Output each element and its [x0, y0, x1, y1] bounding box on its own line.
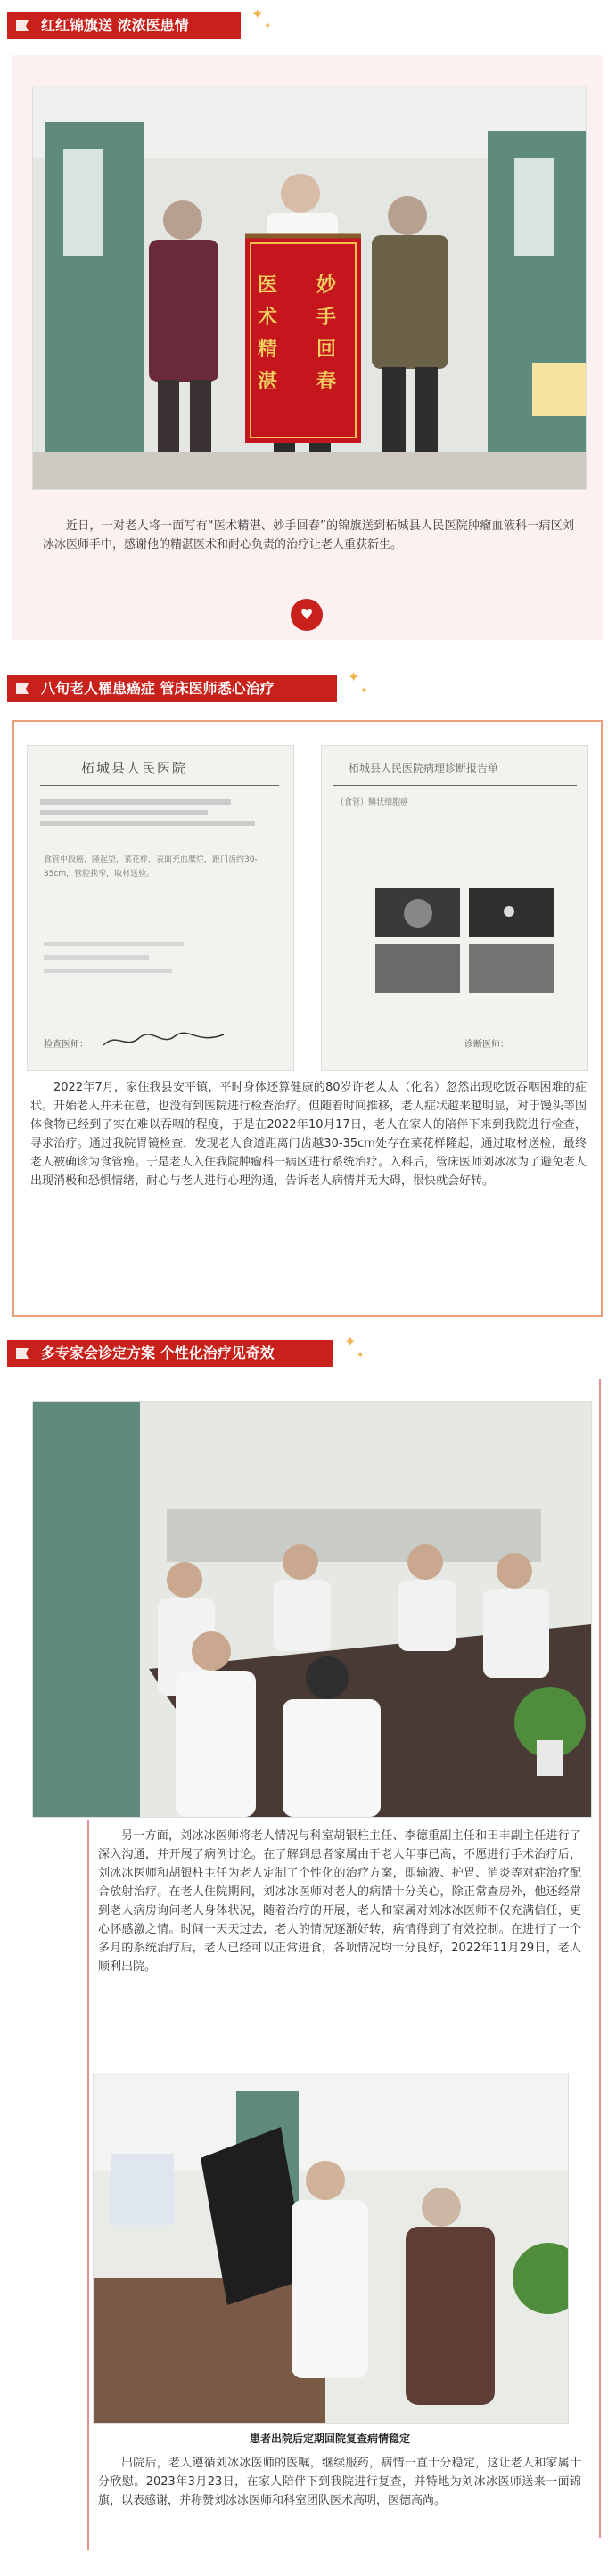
- section-3-border-right: [599, 1379, 601, 2538]
- meeting-illustration: [33, 1402, 591, 1817]
- section-3-title-bar: [7, 1340, 333, 1367]
- report-right-body: （食管）鳞状细胞癌: [336, 798, 409, 807]
- ribbon-icon: [14, 18, 30, 34]
- ribbon-icon: [14, 681, 30, 697]
- banner-text-left: 医术精湛: [258, 274, 278, 393]
- star-icon: ✦: [264, 21, 272, 31]
- signature-image: [99, 1027, 233, 1054]
- photo-endoscopy-report: [27, 745, 294, 1071]
- section-3-title: 多专家会诊定方案 个性化治疗见奇效: [41, 1345, 275, 1362]
- photo-consultation-meeting: [32, 1401, 592, 1818]
- report-left-header-lines: [40, 794, 279, 831]
- report-left-lines: [44, 933, 277, 982]
- section-1-title-bar: [7, 12, 241, 39]
- microscopy-images: [375, 888, 554, 995]
- ribbon-icon: [14, 1345, 30, 1362]
- star-icon: ✦: [344, 1333, 357, 1350]
- report-right-rule: [333, 785, 577, 786]
- photo-caption: 患者出院后定期回院复查病情稳定: [249, 2433, 410, 2445]
- photo-follow-up-visit: [93, 2073, 569, 2424]
- report-left-footer: 检查医师：: [44, 1040, 88, 1050]
- photo-pathology-report: [321, 745, 588, 1071]
- star-icon: ✦: [251, 5, 264, 22]
- star-icon: ✦: [357, 1351, 365, 1361]
- report-right-title: 柘城县人民医院病理诊断报告单: [349, 762, 499, 774]
- star-icon: ✦: [360, 686, 368, 696]
- paragraph-follow-up: 出院后，老人遵循刘冰冰医师的医嘱，继续服药，病情一直十分稳定，这让老人和家属十分欣慰。2023年3月23日，在家人陪伴下到我院进行复查，并特地为刘冰冰医师送来一面锦旗，以表感谢，并称赞刘冰冰医师和科室团队医术高明，医德高尚。: [98, 2457, 581, 2507]
- paragraph-treatment: 另一方面，刘冰冰医师将老人情况与科室胡银柱主任、李德重副主任和田丰副主任进行了深入沟通，并开展了病例讨论。在了解到患者家属由于老人年事已高，不愿进行手术治疗后，刘冰冰医师和胡银柱主任为老人定制了个性化的治疗方案，即输液、护胃、消炎等对症治疗配合放射治疗。在老人住院期间，刘冰冰医师对老人的病情十分关心，除正常查房外，他还经常到老人病房询问老人身体状况，随着治疗的开展，老人和家属对刘冰冰医师不仅充满信任，更心怀感激之情。时间一天天过去，老人的情况逐渐好转，病情得到了有效控制。在进行了一个多月的系统治疗后，老人已经可以正常进食，各项情况均十分良好，2022年11月29日，老人顺利出院。: [98, 1829, 581, 1974]
- section-2-title: 八旬老人罹患癌症 管床医师悉心治疗: [41, 680, 275, 697]
- report-left-body: 食管中段癌，隆起型，菜花样，表面充血糜烂，距门齿约30-35cm，管腔狭窄，取材送检。: [44, 855, 258, 879]
- heart-icon: ♥: [291, 599, 323, 631]
- section-2-title-bar: [7, 675, 337, 702]
- follow-up-illustration: [94, 2073, 568, 2423]
- photo-banner-presentation: [32, 86, 587, 490]
- report-left-rule: [40, 785, 279, 786]
- star-icon: ✦: [348, 668, 360, 685]
- paragraph-intro: 近日，一对老人将一面写有“医术精湛、妙手回春”的锦旗送到柘城县人民医院肿瘤血液科一病区刘冰冰医师手中，感谢他的精湛医术和耐心负责的治疗让老人重获新生。: [43, 519, 574, 552]
- report-right-footer: 诊断医师：: [464, 1040, 509, 1050]
- section-3-border-left: [87, 1820, 89, 2550]
- paragraph-case-history: 2022年7月，家住我县安平镇，平时身体还算健康的80岁许老太太（化名）忽然出现吃饭吞咽困难的症状。开始老人并未在意，也没有到医院进行检查治疗。但随着时间推移，老人症状越来越明显，对于馒头等固体食物已经到了实在难以吞咽的程度，于是在2022年10月17日，老人在家人的陪伴下来到我院进行检查，寻求治疗。通过我院胃镜检查，发现老人食道距离门齿越30-35cm处存在菜花样隆起，通过取材送检，最终老人被确诊为食管癌。于是老人入住我院肿瘤科一病区进行系统治疗。入科后，管床医师刘冰冰为了避免老人出现消极和恐惧情绪，耐心与老人进行心理沟通，告诉老人病情并无大碍，很快就会好转。: [30, 1081, 587, 1188]
- report-left-title: 柘城县人民医院: [81, 760, 188, 776]
- photo-banner-illustration: [33, 86, 586, 489]
- section-1-title: 红红锦旗送 浓浓医患情: [41, 17, 189, 34]
- banner-text-right: 妙手回春: [316, 274, 337, 393]
